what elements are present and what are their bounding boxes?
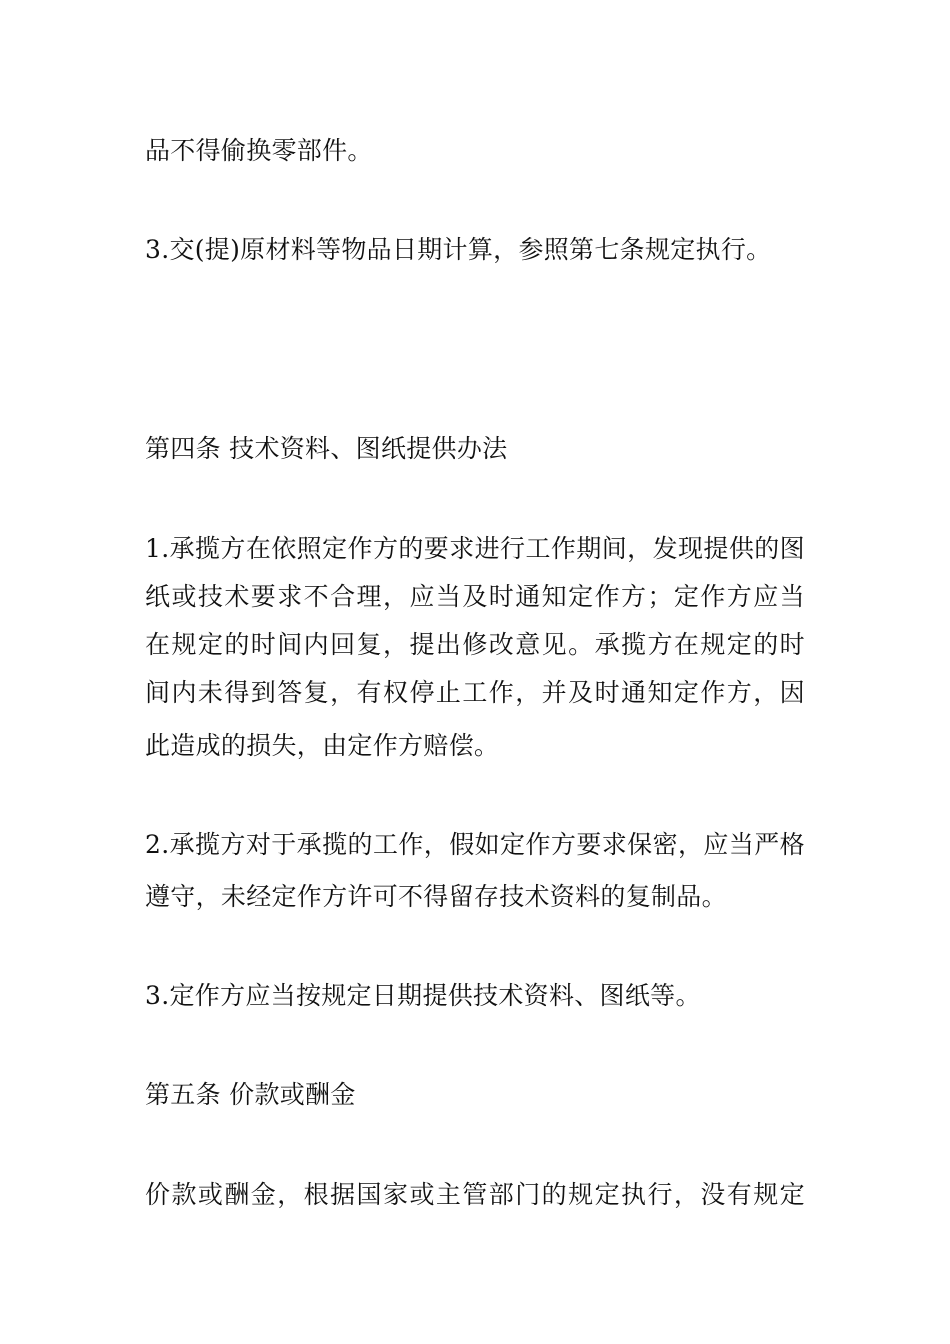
article-heading: 第四条 技术资料、图纸提供办法 [145,434,508,463]
paragraph-line: 1.承揽方在依照定作方的要求进行工作期间，发现提供的图 [145,534,805,563]
article-heading: 第五条 价款或酬金 [145,1080,356,1109]
paragraph-line: 纸或技术要求不合理，应当及时通知定作方；定作方应当 [145,582,805,611]
paragraph-line: 3.交(提)原材料等物品日期计算，参照第七条规定执行。 [145,235,772,264]
paragraph-line: 3.定作方应当按规定日期提供技术资料、图纸等。 [145,981,701,1010]
paragraph-line: 间内未得到答复，有权停止工作，并及时通知定作方，因 [145,678,805,707]
paragraph-line: 遵守，未经定作方许可不得留存技术资料的复制品。 [145,882,727,911]
paragraph-line: 在规定的时间内回复，提出修改意见。承揽方在规定的时 [145,630,805,659]
paragraph-line: 品不得偷换零部件。 [145,136,373,165]
paragraph-line: 此造成的损失，由定作方赔偿。 [145,731,500,760]
paragraph-line: 价款或酬金，根据国家或主管部门的规定执行，没有规定 [145,1180,805,1209]
paragraph-line: 2.承揽方对于承揽的工作，假如定作方要求保密，应当严格 [145,830,805,859]
